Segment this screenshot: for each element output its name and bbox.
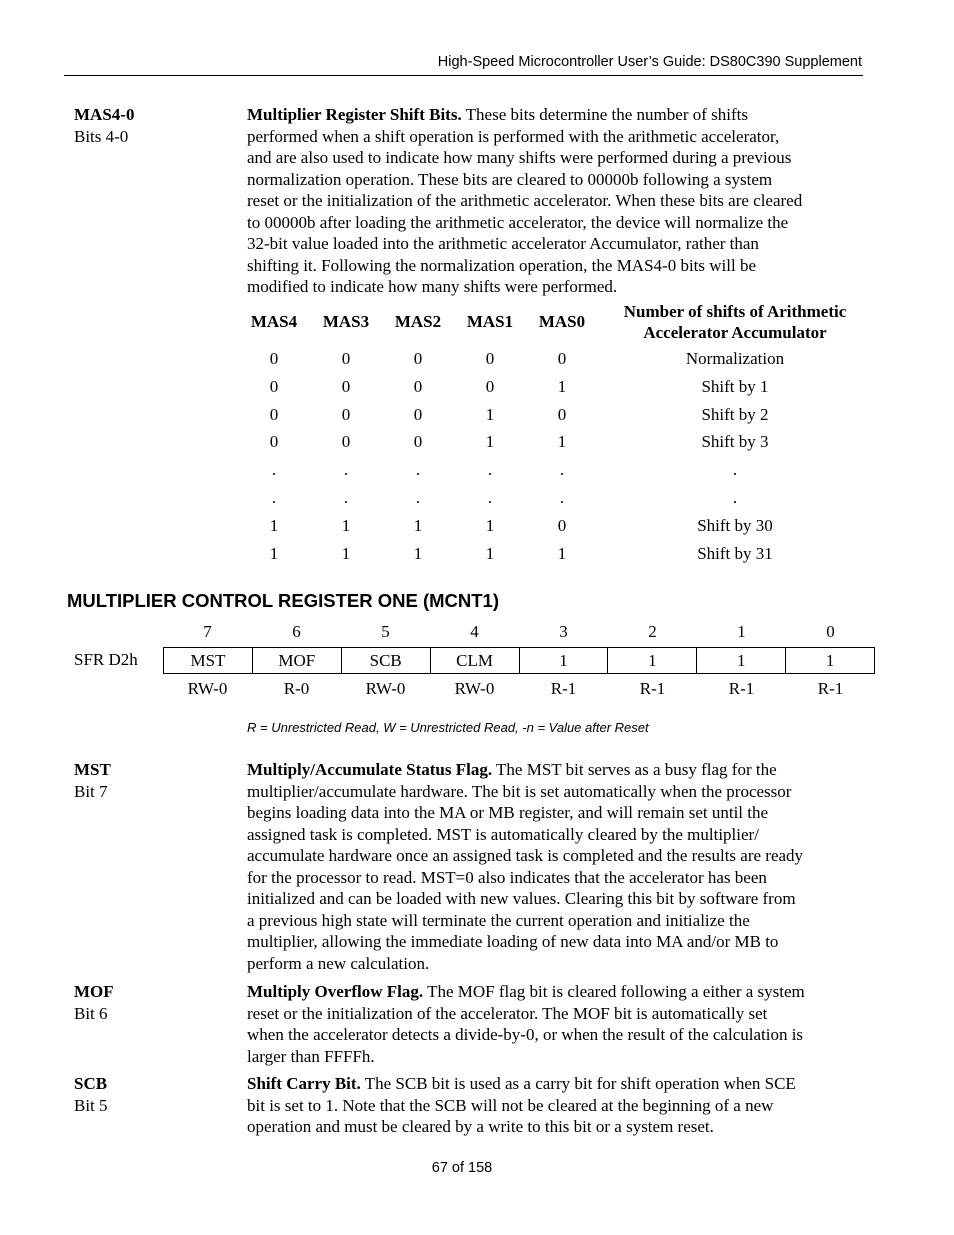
table-cell: 0: [485, 376, 495, 396]
column-header: MAS4: [250, 312, 298, 332]
table-cell: .: [732, 460, 738, 480]
table-cell: 1: [413, 543, 423, 563]
field-name: SCB: [74, 1074, 108, 1093]
bit-number: 1: [737, 622, 746, 641]
field-name: MST: [74, 760, 111, 779]
description-line: initialized and can be loaded with new values. Clearing this bit by software from: [247, 889, 796, 908]
table-row: [238, 456, 872, 484]
register-bit-cell: SCB: [341, 648, 430, 673]
table-row: [238, 401, 872, 429]
mst-field-label: [74, 759, 234, 802]
description-line: bit is set to 1. Note that the SCB will not be cleared at the beginning of a new: [247, 1095, 774, 1115]
field-bits: Bit 7: [74, 781, 108, 801]
bit-access-type: RW-0: [187, 679, 228, 698]
table-cell: 0: [341, 404, 351, 424]
bit-access-type: R-1: [817, 679, 844, 698]
bit-number: 5: [381, 622, 390, 641]
bit-number: 3: [559, 622, 568, 641]
mas-shift-table: [238, 299, 872, 567]
table-cell: Shift by 3: [701, 432, 769, 452]
running-header: High-Speed Microcontroller User’s Guide: DS80C390 Supplement: [437, 54, 862, 70]
description-line: shifting it. Following the normalization operation, the MAS4-0 bits will be: [247, 255, 757, 275]
description-line: accumulate hardware once an assigned task is completed and the results are ready: [247, 846, 804, 865]
table-cell: 0: [413, 376, 423, 396]
bit-number: 0: [826, 622, 835, 641]
register-bit-cell: 1: [785, 648, 874, 673]
field-name: MOF: [74, 982, 114, 1001]
table-cell: 1: [269, 543, 279, 563]
bit-access-type: R-1: [550, 679, 577, 698]
table-cell: .: [415, 460, 421, 480]
table-header-row: [238, 299, 872, 345]
table-cell: 0: [269, 404, 279, 424]
table-row: [238, 428, 872, 456]
table-cell: 1: [485, 515, 495, 535]
table-row: [238, 345, 872, 373]
bit-access-type: RW-0: [365, 679, 406, 698]
bit-access-type: R-1: [639, 679, 666, 698]
description-title: Multiply/Accumulate Status Flag.: [247, 760, 493, 779]
table-cell: .: [271, 460, 277, 480]
mas-field-label: [74, 104, 234, 147]
table-cell: 0: [485, 349, 495, 368]
table-cell: 1: [341, 543, 351, 563]
mof-description: [247, 981, 867, 1067]
register-legend-note: R = Unrestricted Read, W = Unrestricted Read, -n = Value after Reset: [247, 720, 649, 735]
bit-access-type: R-0: [283, 679, 310, 698]
table-row: [238, 484, 872, 512]
description-title: Multiply Overflow Flag.: [247, 982, 424, 1001]
scb-description: [247, 1073, 867, 1138]
table-cell: 0: [413, 349, 423, 368]
table-cell: 1: [413, 515, 423, 535]
table-cell: 1: [485, 404, 495, 424]
table-row: [238, 373, 872, 401]
description-line: assigned task is completed. MST is automatically cleared by the multiplier/: [247, 824, 759, 844]
column-header: MAS2: [394, 312, 442, 332]
table-cell: 0: [341, 349, 351, 368]
bit-number: 4: [470, 622, 479, 641]
table-cell: Shift by 30: [697, 515, 773, 535]
bit-access-type: R-1: [728, 679, 755, 698]
description-line: 32-bit value loaded into the arithmetic accelerator Accumulator, rather than: [247, 234, 759, 253]
description-line: modified to indicate how many shifts were performed.: [247, 277, 618, 296]
bit-number: 6: [292, 622, 301, 641]
bit-number: 2: [648, 622, 657, 641]
description-line: multiplier/accumulate hardware. The bit is set automatically when the processor: [247, 781, 792, 801]
bit-number: 7: [203, 622, 212, 641]
table-cell: 0: [413, 404, 423, 424]
description-title: Shift Carry Bit.: [247, 1074, 361, 1093]
table-row: [238, 540, 872, 568]
page-number: 67 of 158: [431, 1160, 493, 1176]
description-line: multiplier, allowing the immediate loading of new data into MA and/or MB to: [247, 932, 779, 951]
column-header: Number of shifts of Arithmetic Accelerator Accumulator: [623, 301, 847, 342]
register-bit-cell: CLM: [430, 648, 519, 673]
description-line: The MOF flag bit is cleared following a either a system: [427, 982, 805, 1001]
description-line: reset or the initialization of the arithmetic accelerator. When these bits are cleared: [247, 191, 803, 210]
description-title: Multiplier Register Shift Bits.: [247, 105, 462, 124]
register-bit-cell: 1: [696, 648, 785, 673]
description-line: performed when a shift operation is performed with the arithmetic accelerator,: [247, 126, 780, 146]
description-line: normalization operation. These bits are cleared to 00000b following a system: [247, 169, 773, 189]
scb-field-label: [74, 1073, 234, 1116]
header-rule: [64, 75, 863, 76]
register-bit-cell: MOF: [252, 648, 341, 673]
register-bit-cell: MST: [190, 651, 226, 670]
field-name: MAS4-0: [74, 105, 135, 124]
sfr-address-label: SFR D2h: [74, 650, 138, 669]
register-bit-cell: 1: [519, 648, 608, 673]
table-cell: Normalization: [685, 349, 785, 368]
table-cell: Shift by 1: [701, 376, 769, 396]
table-cell: 0: [269, 349, 279, 368]
table-cell: 1: [557, 432, 567, 452]
column-header: MAS1: [466, 312, 514, 332]
table-cell: .: [271, 487, 277, 507]
table-cell: .: [559, 460, 565, 480]
column-header: MAS0: [538, 312, 586, 332]
table-cell: .: [559, 487, 565, 507]
table-cell: 0: [413, 432, 423, 452]
table-cell: 1: [341, 515, 351, 535]
bit-access-type: RW-0: [454, 679, 495, 698]
table-cell: .: [415, 487, 421, 507]
table-cell: 0: [269, 376, 279, 396]
register-bit-map: [163, 647, 875, 674]
table-cell: .: [343, 487, 349, 507]
table-cell: 0: [557, 349, 567, 368]
table-cell: Shift by 31: [697, 543, 773, 563]
description-line: operation and must be cleared by a write to this bit or a system reset.: [247, 1117, 714, 1136]
table-cell: 1: [485, 432, 495, 452]
mas-description: [247, 104, 867, 298]
table-cell: 1: [269, 515, 279, 535]
mst-description: [247, 759, 867, 974]
column-header: MAS3: [322, 312, 370, 332]
description-line: larger than FFFFh.: [247, 1046, 375, 1066]
table-cell: .: [732, 487, 738, 507]
description-line: when the accelerator detects a divide-by-0, or when the result of the calculation is: [247, 1025, 804, 1044]
description-line: and are also used to indicate how many shifts were performed during a previous: [247, 148, 792, 167]
table-cell: 0: [269, 432, 279, 452]
description-line: a previous high state will terminate the current operation and initialize the: [247, 910, 750, 930]
description-line: The SCB bit is used as a carry bit for shift operation when SCE: [364, 1074, 796, 1093]
description-line: reset or the initialization of the accelerator. The MOF bit is automatically set: [247, 1003, 768, 1023]
section-heading: MULTIPLIER CONTROL REGISTER ONE (MCNT1): [67, 590, 500, 611]
mof-field-label: [74, 981, 234, 1024]
table-cell: 0: [341, 376, 351, 396]
field-bits: Bit 5: [74, 1095, 108, 1115]
description-line: begins loading data into the MA or MB register, and will remain set until the: [247, 803, 769, 822]
table-cell: 0: [557, 515, 567, 535]
field-bits: Bit 6: [74, 1003, 108, 1023]
table-cell: .: [487, 487, 493, 507]
table-row: [238, 512, 872, 540]
table-cell: .: [343, 460, 349, 480]
table-cell: 1: [485, 543, 495, 563]
description-line: to 00000b after loading the arithmetic accelerator, the device will normalize the: [247, 212, 789, 232]
description-line: These bits determine the number of shifts: [465, 105, 748, 124]
field-bits: Bits 4-0: [74, 126, 129, 146]
table-cell: 0: [341, 432, 351, 452]
table-cell: Shift by 2: [701, 404, 769, 424]
register-bit-cell: 1: [607, 648, 696, 673]
table-cell: 1: [557, 543, 567, 563]
description-line: The MST bit serves as a busy flag for the: [496, 760, 777, 779]
description-line: for the processor to read. MST=0 also indicates that the accelerator has been: [247, 867, 767, 887]
table-cell: .: [487, 460, 493, 480]
table-cell: 1: [557, 376, 567, 396]
table-cell: 0: [557, 404, 567, 424]
description-line: perform a new calculation.: [247, 953, 430, 973]
